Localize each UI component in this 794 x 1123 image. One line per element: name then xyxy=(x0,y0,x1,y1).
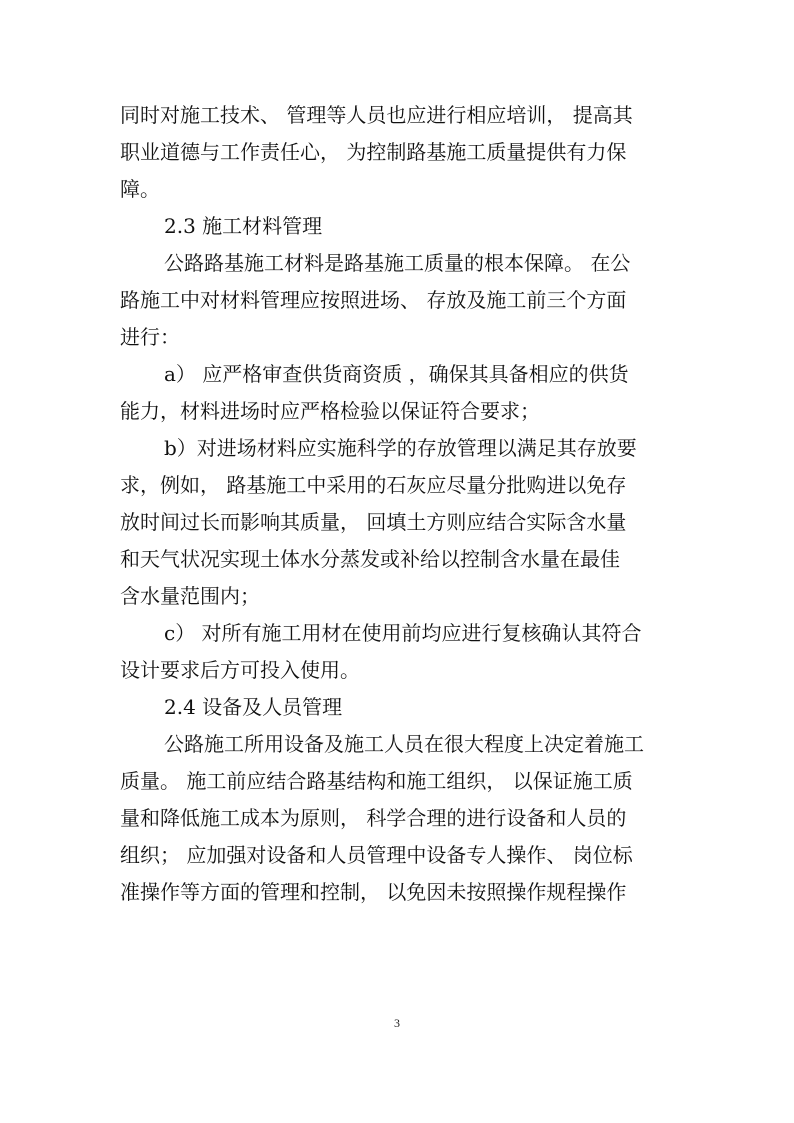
text-line: 质量。 施工前应结合路基结构和施工组织， 以保证施工质 xyxy=(120,769,633,793)
text-line: 同时对施工技术、 管理等人员也应进行相应培训， 提高其 xyxy=(120,103,633,127)
text-line: 路施工中对材料管理应按照进场、 存放及施工前三个方面 xyxy=(120,288,627,312)
text-line: 求，例如， 路基施工中采用的石灰应尽量分批购进以免存 xyxy=(120,473,627,497)
body-text xyxy=(120,97,680,911)
text-line: 设计要求后方可投入使用。 xyxy=(120,658,360,682)
list-item-a: a） 应严格审查供货商资质 ，确保其具备相应的供货 xyxy=(164,362,629,386)
text-line: 公路施工所用设备及施工人员在很大程度上决定着施工 xyxy=(164,732,644,756)
section-heading-2-4: 2.4 设备及人员管理 xyxy=(164,695,343,719)
list-item-c: c） 对所有施工用材在使用前均应进行复核确认其符合 xyxy=(164,621,642,645)
list-item-b: b）对进场材料应实施科学的存放管理以满足其存放要 xyxy=(164,436,637,460)
text-line: 量和降低施工成本为原则， 科学合理的进行设备和人员的 xyxy=(120,806,627,830)
text-line: 准操作等方面的管理和控制， 以免因未按照操作规程操作 xyxy=(120,880,627,904)
text-line: 和天气状况实现土体水分蒸发或补给以控制含水量在最佳 xyxy=(120,547,620,571)
text-line: 公路路基施工材料是路基施工质量的根本保障。 在公 xyxy=(164,251,631,275)
text-line: 障。 xyxy=(120,177,160,201)
text-line: 放时间过长而影响其质量， 回填土方则应结合实际含水量 xyxy=(120,510,627,534)
text-line: 含水量范围内； xyxy=(120,584,260,608)
text-line: 组织； 应加强对设备和人员管理中设备专人操作、 岗位标 xyxy=(120,843,633,867)
text-line: 能力，材料进场时应严格检验以保证符合要求； xyxy=(120,399,540,423)
page-number: 3 xyxy=(394,1016,400,1030)
text-line: 职业道德与工作责任心， 为控制路基施工质量提供有力保 xyxy=(120,140,627,164)
text-line: 进行： xyxy=(120,325,180,349)
section-heading-2-3: 2.3 施工材料管理 xyxy=(164,214,323,238)
